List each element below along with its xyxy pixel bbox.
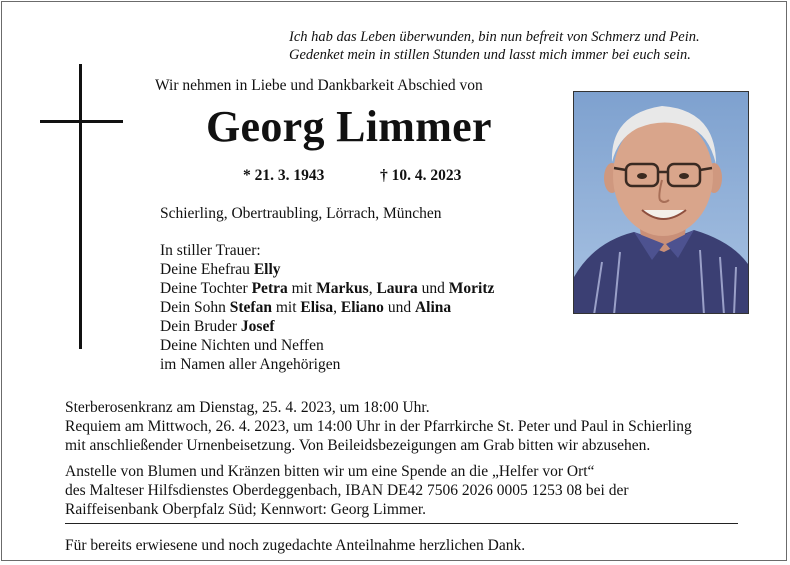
mourner-wife: Deine Ehefrau Elly [160,261,281,278]
mourner-all: im Namen aller Angehörigen [160,356,341,373]
donation-line-2: des Malteser Hilfsdienstes Oberdeggenbach, IBAN DE42 7506 2026 0005 1253 08 bei der [65,482,629,499]
poem-line-2: Gedenket mein in stillen Stunden und lasst mich immer bei euch sein. [289,47,691,63]
farewell-intro: Wir nehmen in Liebe und Dankbarkeit Abschied von [155,77,483,94]
mourner-nieces: Deine Nichten und Neffen [160,337,324,354]
cross-icon-horizontal-bar [40,120,123,123]
rosary-line: Sterberosenkranz am Dienstag, 25. 4. 2023, um 18:00 Uhr. [65,399,430,416]
death-date: † 10. 4. 2023 [380,167,462,184]
donation-line-1: Anstelle von Blumen und Kränzen bitten wir um eine Spende an die „Helfer vor Ort“ [65,463,595,480]
burial-line: mit anschließender Urnenbeisetzung. Von Beileidsbezeigungen am Grab bitten wir abzusehen. [65,437,651,454]
mourner-brother: Dein Bruder Josef [160,318,275,335]
mourner-daughter: Deine Tochter Petra mit Markus, Laura und Moritz [160,280,495,297]
mourners-list [160,241,494,374]
cross-icon-vertical-bar [79,64,82,349]
service-details [65,398,692,455]
mourners-heading: In stiller Trauer: [160,242,261,259]
birth-date: * 21. 3. 1943 [243,167,325,184]
places-list: Schierling, Obertraubling, Lörrach, München [160,205,442,222]
divider-line [65,523,738,524]
requiem-line: Requiem am Mittwoch, 26. 4. 2023, um 14:00 Uhr in der Pfarrkirche St. Peter und Paul in Schierling [65,418,692,435]
deceased-name: Georg Limmer [206,102,492,151]
donation-line-3: Raiffeisenbank Oberpfalz Süd; Kennwort: Georg Limmer. [65,501,427,518]
mourner-son: Dein Sohn Stefan mit Elisa, Eliano und Alina [160,299,452,316]
thanks-line: Für bereits erwiesene und noch zugedachte Anteilnahme herzlichen Dank. [65,537,526,554]
donation-request [65,462,628,519]
obituary-notice [1,1,787,561]
portrait-photo [573,91,749,314]
poem-verse [289,28,700,64]
poem-line-1: Ich hab das Leben überwunden, bin nun befreit von Schmerz und Pein. [289,29,700,45]
